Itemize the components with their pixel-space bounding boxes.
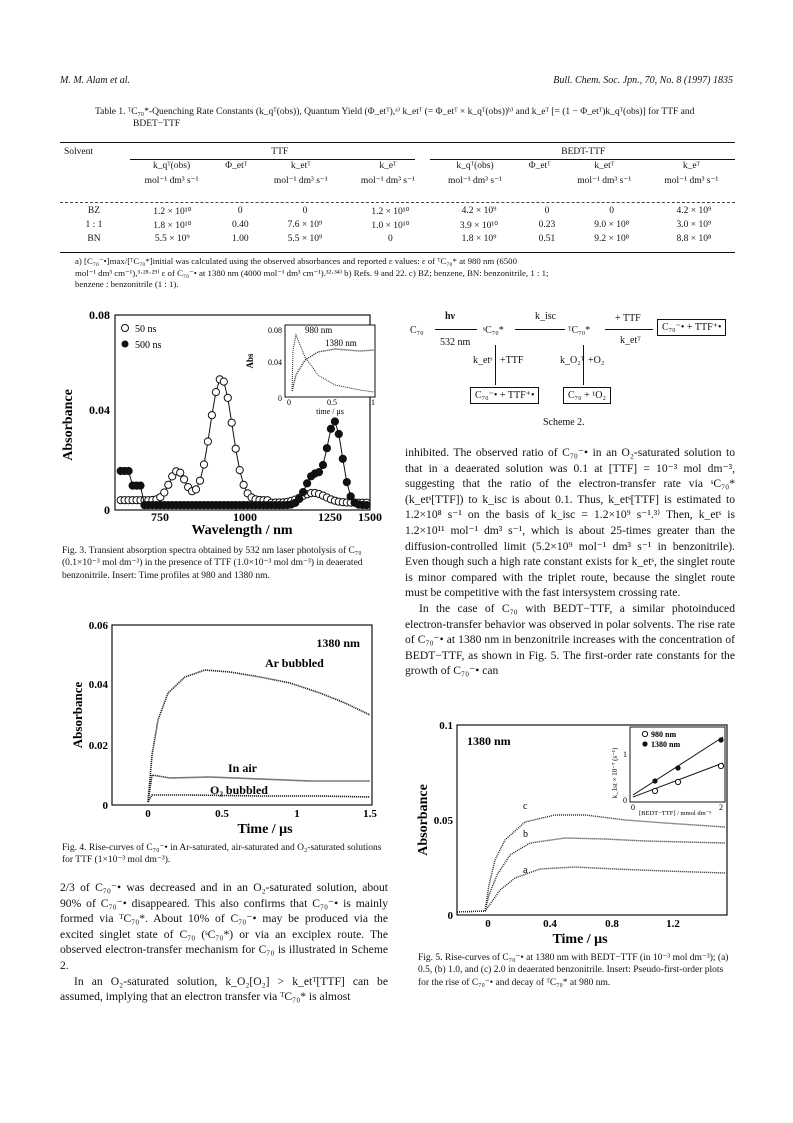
fig5-ytick-1: 0.05 (433, 815, 453, 827)
fig3-marker-open (196, 477, 203, 484)
table-cell: 1.2 × 10¹⁰ (153, 206, 192, 217)
table-cell: 5.5 × 10⁹ (287, 234, 323, 244)
fig5-inset-point-980-3 (718, 763, 723, 768)
fig5-inset-xtick-0: 0 (631, 803, 635, 812)
table-cell: 1.2 × 10¹⁰ (371, 206, 410, 217)
fig4-xtick-1: 0.5 (215, 808, 229, 820)
scheme-kisc: k_isc (535, 311, 557, 322)
right-paragraph-1: inhibited. The observed ratio of C₇₀⁻• in an O₂-saturated solution to that in a deaerated solution was 0.1 at [TTF] = 10⁻³ mol dm⁻³, suggesting that the ratio of the electron-transfer rate via ˢC₇₀* (k_etˢ[TTF]) to k_isc is about 0.1. Thus, k_etˢ[TTF] is estimated to 1.2×10⁸ s⁻¹ on the basis of k_isc = 1.2×10⁹ s⁻¹.³⁾ Then, k_etˢ is 1.2×10¹¹ mol⁻¹ dm³ s⁻¹, which is about 25-times greater than the diffusion-controlled limit (5.2×10⁹ mol⁻¹ dm³ s⁻¹ in benzonitrile). Even though such a high rate constant exists for k_etˢ, the singlet route is minor compared with the triplet route, because the singlet route must be competitive with the fast intersystem crossing rate. (405, 446, 735, 600)
fig5-inset-legend-filled (642, 741, 647, 746)
table-cell: 1.00 (231, 234, 249, 244)
right-column-text (405, 445, 735, 679)
fig3-marker-filled (304, 480, 311, 487)
table-1 (60, 145, 735, 187)
fig3-legend-50ns: 50 ns (135, 324, 157, 335)
fig4-xtick-3: 1.5 (363, 808, 377, 820)
table-cell: 0 (237, 206, 243, 216)
scheme-arrow-1 (435, 329, 477, 330)
fig3-marker-filled (137, 482, 144, 489)
table-subheader-2: k_etᵀ (290, 161, 311, 171)
table-bedt-rule (430, 159, 735, 160)
table-unit-7: mol⁻¹ dm³ s⁻¹ (664, 175, 719, 186)
table-cell: 9.2 × 10⁸ (594, 234, 630, 244)
fig3-marker-filled (327, 425, 334, 432)
fig5-inset-point-1380-3 (718, 737, 723, 742)
fig3-marker-open (165, 481, 172, 488)
table-subheader-5: Φ_etᵀ (528, 161, 551, 171)
left-paragraph-2: In an O₂-saturated solution, k_O₂[O₂] > k_etᵀ[TTF] can be assumed, implying that an electron transfer via ᵀC₇₀* is almost (60, 974, 388, 1004)
fig5-ylabel: Absorbance (416, 784, 431, 856)
table-cell: 3.0 × 10⁹ (676, 220, 712, 230)
scheme-arrow-down-1 (495, 345, 496, 385)
fig4-xlabel: Time / μs (237, 822, 293, 837)
fig5-inset-legend-1380: 1380 nm (651, 740, 681, 749)
table-cell: 7.6 × 10⁹ (287, 220, 323, 230)
table-cell-solvent: BN (87, 234, 101, 244)
fig3-marker-filled (363, 502, 370, 509)
fig3-marker-open (192, 486, 199, 493)
table-subheader-6: k_etᵀ (594, 161, 615, 171)
right-paragraph-2: In the case of C₇₀ with BEDT−TTF, a similar photoinduced electron-transfer behavior was observed in polar solvents. The rise rate of C₇₀⁻• at 1380 nm in benzonitrile increases with the concentration of BEDT−TTF, as shown in Fig. 5. The first-order rate constants for the growth of C₇₀⁻• can (405, 601, 735, 678)
fig5-xlabel: Time / μs (552, 932, 608, 947)
fig3-inset-label-1380: 1380 nm (325, 338, 357, 348)
fig5-xtick-2: 0.8 (605, 918, 619, 930)
table-body (60, 204, 735, 246)
table-cell: 3.9 × 10¹⁰ (459, 220, 499, 231)
table-footnote-3: benzene : benzonitrile (1 : 1). (75, 279, 179, 289)
fig3-caption: Fig. 3. Transient absorption spectra obtained by 532 nm laser photolysis of C₇₀ (0.1×10⁻³ mol dm⁻³) in the presence of TTF (1.0×10⁻³ mol dm⁻³) in deaerated benzonitrile. Insert: Time profiles at 980 and 1380 nm. (62, 546, 363, 581)
fig5-inset-point-1380-1 (652, 778, 657, 783)
table-footnote-2: mol⁻¹ dm³ cm⁻¹),³·²⁸·²⁹⁾ ε of C₇₀⁻• at 1380 nm (4000 mol⁻¹ dm³ cm⁻¹).³²·³⁴⁾ b) Refs. 9 and 22. c) BZ; benzene, BN: benzonitrile, 1 : 1; (75, 267, 549, 278)
table-footnotes (75, 256, 735, 291)
running-header-journal: Bull. Chem. Soc. Jpn., 70, No. 8 (1997) 1835 (553, 75, 733, 86)
scheme-plus-ttf: + TTF (615, 313, 641, 324)
table-footnote-1: a) [C₇₀⁻•]max/[ᵀC₇₀*]initial was calculated using the observed absorbances and reported ε values: ε of ᵀC₇₀* at 980 nm (6500 (75, 256, 517, 266)
fig3-marker-filled (343, 479, 350, 486)
fig3-marker-open (204, 438, 211, 445)
table-subheader-0: k_qᵀ(obs) (152, 161, 191, 171)
fig5-inset-legend-open (642, 731, 647, 736)
scheme-c70: C₇₀ (410, 325, 424, 336)
table-cell: 0 (388, 234, 393, 244)
left-column-text (60, 880, 388, 1005)
fig3-marker-open (220, 378, 227, 385)
fig4-label-o2: O₂ bubbled (210, 783, 268, 797)
fig3-inset-xtick-1: 0.5 (327, 398, 337, 407)
fig5-inset-ytick-0: 0 (623, 796, 627, 805)
fig3-marker-filled (323, 445, 330, 452)
fig4-label-air: In air (228, 761, 258, 775)
fig3-marker-filled (319, 461, 326, 468)
table-cell: 4.2 × 10⁹ (676, 206, 712, 216)
fig4-xtick-0: 0 (145, 808, 151, 820)
fig5-curve-label-b: b (523, 829, 528, 840)
fig5-xtick-3: 1.2 (666, 918, 680, 930)
table-subheader-1: Φ_etᵀ (225, 161, 248, 171)
fig3-ylabel: Absorbance (61, 389, 76, 461)
fig5-curve-b (457, 838, 725, 912)
fig4-ylabel: Absorbance (70, 681, 85, 749)
fig3-xtick-3: 1500 (358, 510, 382, 524)
fig3-marker-open (228, 419, 235, 426)
fig3-xlabel: Wavelength / nm (191, 523, 293, 538)
table-cell: 1.8 × 10⁹ (461, 234, 497, 244)
fig3-marker-open (236, 467, 243, 474)
fig3-xtick-2: 1250 (318, 510, 342, 524)
table-row (60, 218, 735, 232)
table-group-bedt: BEDT-TTF (561, 147, 606, 157)
fig5-caption: Fig. 5. Rise-curves of C₇₀⁻• at 1380 nm with BEDT−TTF (in 10⁻³ mol dm⁻³); (a) 0.5, (b) 1.0, and (c) 2.0 in deaerated benzonitrile. Insert: Pseudo-first-order plots for the rise of C₇₀⁻• and decay of ᵀC₇₀* at 980 nm. (418, 953, 729, 988)
fig3-marker-open (181, 476, 188, 483)
table-cell: 0 (302, 206, 308, 216)
scheme-box-triplet-product: C₇₀⁻• + TTF⁺• (657, 319, 726, 336)
table-cell: 0.40 (231, 220, 249, 230)
table-subheader-3: k_eᵀ (379, 161, 397, 171)
table-sub-spacer (60, 173, 128, 187)
fig5-inset-point-980-1 (652, 788, 657, 793)
fig4-xtick-2: 1 (294, 808, 300, 820)
table-cell: 1.0 × 10¹⁰ (371, 220, 410, 231)
table-row (60, 232, 735, 246)
table-cell: 0 (609, 206, 615, 216)
table-unit-1 (215, 173, 257, 187)
fig3-inset-label-980: 980 nm (305, 325, 333, 335)
fig3-inset-xlabel: time / μs (316, 407, 344, 416)
fig3-legend-filled-marker (122, 341, 129, 348)
fig5-inset-ytick-1: 1 (623, 750, 627, 759)
table-group-ttf: TTF (271, 147, 289, 157)
fig5-xtick-0: 0 (485, 918, 491, 930)
fig3-xtick-0: 750 (151, 510, 169, 524)
scheme-2 (405, 305, 735, 435)
fig3-marker-filled (331, 418, 338, 425)
scheme-hv: hν (445, 311, 456, 322)
fig5-chart (405, 715, 735, 950)
table-cell: 5.5 × 10⁹ (154, 234, 190, 244)
fig4-chart (60, 615, 390, 840)
fig4-wavelength-tag: 1380 nm (316, 636, 360, 650)
scheme-singlet: ˢC₇₀* (483, 325, 504, 336)
table-unit-6: mol⁻¹ dm³ s⁻¹ (577, 175, 632, 186)
scheme-arrow-3 (605, 329, 653, 330)
table-col-solvent: Solvent (64, 147, 94, 157)
fig3-marker-open (212, 389, 219, 396)
scheme-plus-o2: +O₂ (588, 355, 605, 366)
fig3-marker-filled (300, 489, 307, 496)
table-unit-2: mol⁻¹ dm³ s⁻¹ (273, 175, 328, 186)
fig5-wavelength-tag: 1380 nm (467, 734, 511, 748)
fig3-inset-ylabel: Abs (245, 353, 255, 369)
fig5-curve-a (457, 867, 725, 912)
fig5-ytick-0: 0 (447, 910, 453, 922)
fig3-inset-xtick-2: 1 (371, 398, 375, 407)
fig4-ytick-1: 0.02 (88, 740, 108, 752)
fig3-legend-open-marker (122, 325, 129, 332)
table-sub-spacer (60, 159, 128, 173)
running-header-authors: M. M. Alam et al. (60, 75, 131, 86)
fig5-inset-frame (630, 727, 725, 802)
table-cell: 0.23 (538, 220, 556, 230)
table-unit-0: mol⁻¹ dm³ s⁻¹ (144, 175, 199, 186)
fig5-ytick-2: 0.1 (439, 720, 453, 732)
fig3-inset-ytick-0: 0 (278, 394, 282, 403)
fig4-ytick-3: 0.06 (88, 620, 108, 632)
fig3-marker-filled (315, 469, 322, 476)
fig3-marker-open (232, 445, 239, 452)
scheme-ket-t: k_etᵀ (620, 335, 641, 346)
table-mid-rule (60, 202, 735, 203)
fig3-marker-open (200, 461, 207, 468)
fig4-ytick-0: 0 (102, 800, 108, 812)
fig3-xtick-1: 1000 (233, 510, 257, 524)
scheme-ket-s: k_etˢ (473, 355, 493, 366)
fig3-ytick-2: 0.08 (89, 308, 110, 322)
fig5-inset-ylabel: k_1st × 10⁻⁷ (s⁻¹) (611, 747, 619, 799)
table-subheader-4: k_qᵀ(obs) (456, 161, 494, 171)
table-unit-4: mol⁻¹ dm³ s⁻¹ (448, 175, 502, 186)
fig3-inset-ytick-2: 0.08 (268, 326, 282, 335)
table-cell: 1.8 × 10¹⁰ (153, 220, 192, 231)
fig3-marker-open (177, 469, 184, 476)
table-unit-5 (519, 173, 561, 187)
scheme-532nm: 532 nm (440, 337, 471, 348)
fig5-inset-point-1380-2 (675, 765, 680, 770)
table-bottom-rule (60, 252, 735, 253)
fig3-inset-frame (285, 325, 375, 397)
left-paragraph-1: 2/3 of C₇₀⁻• was decreased and in an O₂-saturated solution, about 90% of C₇₀⁻• disappeared. This also confirms that C₇₀⁻• is mainly formed via ᵀC₇₀*. About 10% of C₇₀⁻• may be produced via the excited singlet state of C₇₀ (ˢC₇₀*) or via an exciplex route. The observed electron-transfer mechanism for C₇₀ is illustrated in Scheme 2. (60, 881, 388, 972)
fig5-inset-xlabel: [BEDT−TTF] / mmol dm⁻³ (638, 810, 712, 817)
fig5-curve-c (457, 815, 725, 912)
table-cell: 0.51 (538, 234, 556, 244)
fig3-chart (60, 305, 390, 540)
table-unit-3: mol⁻¹ dm³ s⁻¹ (360, 175, 415, 186)
fig5-curve-label-a: a (523, 865, 528, 876)
fig4-ytick-2: 0.04 (88, 679, 108, 691)
fig3-marker-filled (296, 495, 303, 502)
fig3-marker-open (208, 412, 215, 419)
fig3-marker-filled (335, 430, 342, 437)
table-cell: 8.8 × 10⁸ (676, 234, 712, 244)
fig5-curve-label-c: c (523, 801, 528, 812)
fig3-marker-filled (339, 455, 346, 462)
table-cell-solvent: BZ (87, 206, 101, 216)
fig3-marker-filled (125, 467, 132, 474)
fig3-inset-xtick-0: 0 (287, 398, 291, 407)
fig5-inset-legend-980: 980 nm (651, 730, 677, 739)
fig3-marker-open (161, 489, 168, 496)
table-caption-line2: BDET−TTF (133, 119, 181, 129)
fig4-label-ar: Ar bubbled (265, 656, 324, 670)
fig3-ytick-0: 0 (104, 503, 110, 517)
table-cell: 9.0 × 10⁸ (594, 220, 630, 230)
fig3-legend-500ns: 500 ns (135, 340, 162, 351)
fig5-inset-point-980-2 (675, 779, 680, 784)
fig3-marker-open (240, 481, 247, 488)
table-cell-solvent: 1 : 1 (85, 220, 103, 230)
fig5-xtick-1: 0.4 (543, 918, 557, 930)
scheme-ko2: k_O₂ᵀ (560, 355, 585, 366)
scheme-triplet: ᵀC₇₀* (568, 325, 591, 336)
scheme-label: Scheme 2. (543, 417, 585, 428)
table-row (60, 204, 735, 218)
fig4-caption: Fig. 4. Rise-curves of C₇₀⁻• in Ar-saturated, air-saturated and O₂-saturated solutions for TTF (1×10⁻³ mol dm⁻³). (62, 843, 382, 866)
fig3-marker-open (224, 394, 231, 401)
table-caption (95, 106, 735, 130)
scheme-arrow-2 (515, 329, 565, 330)
scheme-box-singlet-product: C₇₀⁻• + TTF⁺• (470, 387, 539, 404)
fig3-ytick-1: 0.04 (89, 403, 110, 417)
table-cell: 0 (544, 206, 550, 216)
fig5-inset-xtick-1: 2 (719, 803, 723, 812)
table-caption-line1: Table 1. ᵀC₇₀*-Quenching Rate Constants (k_qᵀ(obs)), Quantum Yield (Φ_etᵀ),ᵃ⁾ k_etᵀ (= Φ_etᵀ × k_qᵀ(obs))ᵇ⁾ and k_eᵀ [= (1 − Φ_etᵀ)k_qᵀ(obs)] for TTF and (95, 107, 695, 117)
table-ttf-rule (130, 159, 415, 160)
table-cell: 4.2 × 10⁹ (461, 206, 497, 216)
scheme-plus-ttf-2: +TTF (500, 355, 524, 366)
scheme-box-oxygen-product: C₇₀ + ¹O₂ (563, 387, 611, 404)
fig3-inset-ytick-1: 0.04 (268, 358, 282, 367)
table-top-rule (60, 142, 735, 143)
table-subheader-7: k_eᵀ (682, 161, 700, 171)
